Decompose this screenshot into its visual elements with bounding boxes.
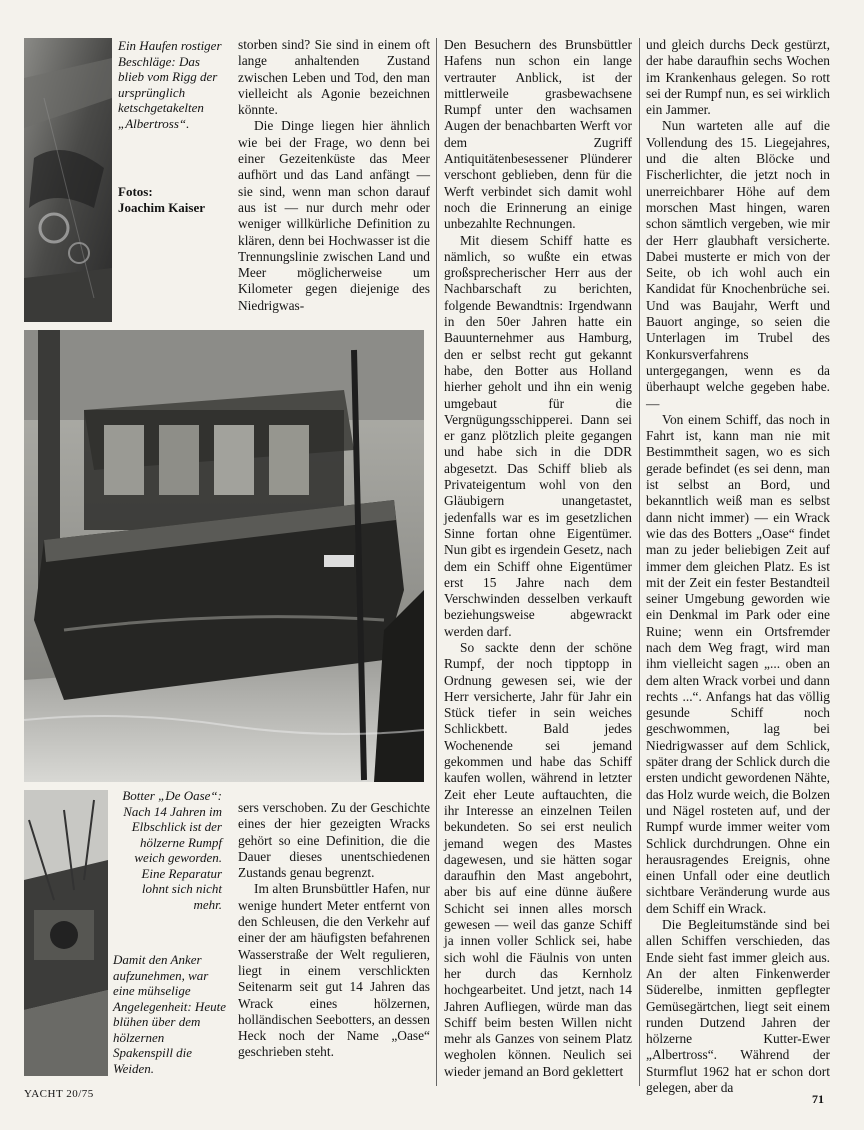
photo-credit-name: Joachim Kaiser [118, 199, 206, 215]
column-rule [436, 38, 437, 1086]
article-paragraph: So sackte denn der schöne Rumpf, der noch tipptopp in Ordnung gewesen sei, wie der Herr versicherte, Jahr für Jahr ein Stück tiefer in sein weiches Schlickbett. Bald jedes Wochenende sei jemand gekommen und habe das Schiff kaufen wollen, während in letzter Zeit eher Leute auftauchten, die ihr Interesse an einzelnen Teilen bekundeten. So sei erst neulich jemand wegen des Mastes dagewesen, und sie hätten sogar daraufhin den Mast angebohrt, aber bis auf eine dünne äußere Schicht sei innen alles morsch gewesen — weil das ganze Schiff ja innen voller Schlick sei, habe sich wohl die Fäulnis von unten her durch das Kernholz hochgearbeitet. Und jetzt, nach 14 Jahren Aufliegen, würde man das Schiff beim besten Willen nicht mehr als Ganzes von seinem Platz wegholen können. Neulich sei wieder jemand an Bord geklettert [444, 639, 632, 1079]
article-paragraph: Die Begleitumstände sind bei allen Schiffen verschieden, das Ende sieht fast immer gleich aus. An der alten Finkenwerder Süderelbe, inmitten gepflegter Gemüsegärtchen, liegt seit einem runden Dutzend Jahren der hölzerne Kutter-Ewer „Albertross“. Während der Sturmflut 1962 hat er schon dort gelegen, aber da [646, 917, 830, 1095]
article-paragraph: Im alten Brunsbüttler Hafen, nur wenige hundert Meter entfernt von den Schleusen, die den Verkehr auf einer der am häufigsten befahrenen Wasserstraße der Welt regulieren, liegt in einem verschlickten Seitenarm seit gut 14 Jahren das Wrack eines hölzernen, holländischen Seebotters, an dessen Heck noch der Name „Oase“ geschrieben steht. [238, 881, 430, 1060]
article-column-3 [646, 37, 830, 1096]
article-column-1-bottom [238, 800, 430, 1061]
article-paragraph: storben sind? Sie sind in einem oft lange anhaltenden Zustand zwischen Leben und Tod, den man vielleicht als Agonie bezeichnen könnte. [238, 37, 430, 118]
article-paragraph: Mit diesem Schiff hatte es nämlich, so wußte ein etwas großsprecherischer Herr aus der Nachbarschaft zu berichten, folgende Bewandtnis: Irgendwann in den 50er Jahren hatte ein Bauunternehmer aus Hamburg, den er selbst recht gut gekannt habe, den Botter aus Holland hierher geholt und ihn ein wenig umgebaut für die Vergnügungsschipperei. Dann sei er ganz plötzlich pleite gegangen und habe sich in die DDR abgesetzt. Das Schiff blieb als Privateigentum wohl von den Gläubigern unangetastet, jedenfalls war es im gesetzlichen Sinne fortan ohne Eigentümer. Nun gibt es irgendein Gesetz, nach dem ein Schiff ohne Eigentümer erst 15 Jahre nach dem Verschwinden desselben verkauft beziehungsweise abgewrackt werden darf. [444, 232, 632, 639]
photo-rusty-fittings [24, 38, 112, 322]
photo-credit-label: Fotos: [118, 184, 153, 199]
article-paragraph: und gleich durchs Deck gestürzt, der habe daraufhin sechs Wochen im Krankenhaus gelegen. So rott sei der Rumpf nun, es sei wirklich ein Jammer. [646, 37, 830, 118]
caption-rusty-fittings: Ein Haufen rostiger Beschläge: Das blieb vom Rigg der ursprünglich ketschgetakelten „Albertross“. [118, 38, 222, 131]
article-paragraph: Die Dinge liegen hier ähnlich wie bei der Frage, wo denn bei einer Gezeitenküste das Meer aufhört und das Land anfängt — sie sind, wenn man schon darauf aus ist — nur durch mehr oder weniger willkürliche Definition zu klären, denn bei Hochwasser ist die Trennungslinie zwischen Land und Meer möglicherweise um Kilometer gegen diejenige des Niedrigwas- [238, 118, 430, 313]
photo-credit [118, 184, 233, 215]
column-rule [639, 38, 640, 1086]
article-paragraph: Nun warteten alle auf die Vollendung des 15. Liegejahres, und die alten Blöcke und Fischerlichter, die jetzt noch in unerreichbarer Höhe auf dem morschen Mast hingen, waren schon sämtlich vergeben, wie mir der Herr glaubhaft versicherte. Dabei musterte er mich von der Seite, ob ich wohl auch ein Kandidat für Knochenbrüche sei. Und was Baujahr, Werft und Bauort anginge, so seien die Unterlagen im Trubel des Konkursverfahrens untergegangen, wenn es da überhaupt welche gegeben habe. — [646, 118, 830, 411]
photo-botter-oase-image [24, 330, 424, 782]
page-number: 71 [812, 1092, 824, 1106]
photo-anchor-windlass [24, 790, 108, 1076]
article-column-2 [444, 37, 632, 1080]
article-paragraph: sers verschoben. Zu der Geschichte eines der hier gezeigten Wracks gehört so eine Definition, die die Dauer dieses unentschiedenen Zustands genau begrenzt. [238, 800, 430, 881]
article-paragraph: Von einem Schiff, das noch in Fahrt ist, kann man nie mit Bestimmtheit sagen, wo es sich gerade befindet (es sei denn, man ist selbst an Bord, und bekanntlich weiß man es selbst dann nicht immer) — ein Wrack wie das des Botters „Oase“ findet man zu jeder beliebigen Zeit auf immer dem gleichen Platz. Es ist mit der Zeit ein fester Bestandteil seiner Umgebung geworden wie ein Denkmal im Park oder eine Ruine; wenn ein Ortsfremder nach dem Weg fragt, wird man ihm vielleicht sagen „... oben an dem alten Wrack vorbei und dann rechts ...“. Anfangs hat das völlig gesunde Schiff noch geschwommen, lag bei Niedrigwasser auf dem Schlick, später drang der Schlick durch die ersten undicht gewordenen Nähte, das Holz wurde weich, die Bolzen und Nägel rosteten auf, und der Rumpf wurde immer weiter vom Schlick durchdrungen. Ohne ein herausragendes Ereignis, ohne einen Unfall oder eine deutlich sichtbare Veränderung wurde aus dem Schiff ein Wrack. [646, 411, 830, 916]
article-column-1-top [238, 37, 430, 314]
article-paragraph: Den Besuchern des Brunsbüttler Hafens nun schon ein lange vertrauter Anblick, ist der mittlerweile grasbewachsene Rumpf unter den wachsamen Augen der benachbarten Werft vor dem Zugriff Antiquitätenbesessener Plünderer verschont geblieben, denn für die Werft verbindet sich damit wohl noch die Erinnerung an einige unbezahlte Rechnungen. [444, 37, 632, 232]
caption-anchor-windlass: Damit den Anker aufzunehmen, war eine mühselige Angelegenheit: Heute blühen über dem hölzernen Spakenspill die Weiden. [113, 952, 226, 1076]
photo-anchor-windlass-image [24, 790, 108, 1076]
folio-issue: YACHT 20/75 [24, 1088, 94, 1100]
photo-rusty-fittings-image [24, 38, 112, 322]
caption-botter-oase: Botter „De Oase“: Nach 14 Jahren im Elbschlick ist der hölzerne Rumpf weich geworden. Eine Reparatur lohnt sich nicht mehr. [122, 788, 222, 912]
photo-botter-oase [24, 330, 424, 782]
